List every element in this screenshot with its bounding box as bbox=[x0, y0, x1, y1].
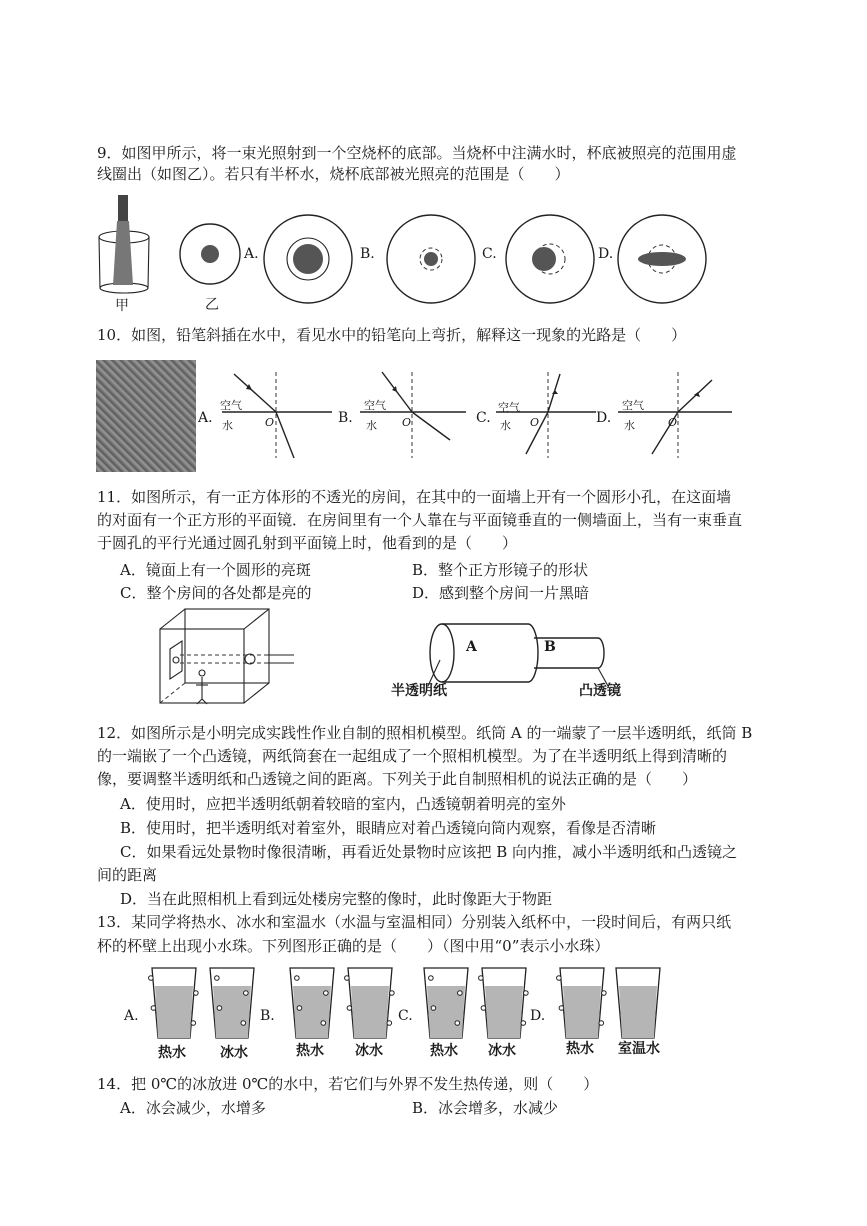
q12-stem-line1: 12．如图所示是小明完成实践性作业自制的照相机模型。纸筒 A 的一端蒙了一层半透明纸，纸筒 B bbox=[97, 724, 753, 742]
q10-d-air: 空气 bbox=[622, 399, 644, 412]
q11-option-d: D．感到整个房间一片黑暗 bbox=[412, 584, 590, 602]
q11-option-a: A．镜面上有一个圆形的亮斑 bbox=[120, 561, 311, 579]
q14-option-b: B．冰会增多，水减少 bbox=[412, 1099, 559, 1117]
q10-b-air: 空气 bbox=[364, 399, 386, 412]
q13-cup-label-6: 冰水 bbox=[488, 1043, 516, 1059]
q13-option-c-label: C. bbox=[398, 1008, 413, 1024]
q13-cup-label-8: 室温水 bbox=[618, 1041, 660, 1057]
q9-option-a-label: A. bbox=[244, 246, 259, 262]
q12-option-a: A．使用时，应把半透明纸朝着较暗的室内，凸透镜朝着明亮的室外 bbox=[120, 795, 566, 813]
q9-option-c-label: C. bbox=[482, 246, 497, 262]
q10-option-a-figure bbox=[214, 370, 344, 462]
q13-cup-3 bbox=[290, 968, 334, 1038]
q12-option-d: D．当在此照相机上看到远处楼房完整的像时，此时像距大于物距 bbox=[120, 890, 553, 908]
q13-option-d-label: D. bbox=[530, 1008, 546, 1024]
q13-cup-8 bbox=[616, 968, 660, 1038]
q11-stem-line3: 于圆孔的平行光通过圆孔射到平面镜上时，他看到的是（ ） bbox=[97, 534, 518, 552]
q10-option-d-label: D. bbox=[596, 410, 612, 426]
q10-option-b-figure bbox=[354, 370, 474, 462]
q9-option-c-figure bbox=[504, 213, 596, 305]
q13-cup-1 bbox=[149, 968, 199, 1038]
q9-figure-yi bbox=[178, 222, 242, 286]
q10-a-air: 空气 bbox=[220, 399, 242, 412]
q12-stem-line2: 的一端嵌了一个凸透镜，两纸筒套在一起组成了一个照相机模型。为了在半透明纸上得到清晰的 bbox=[97, 747, 728, 765]
q11-room-figure bbox=[150, 607, 300, 707]
q14-option-a: A．冰会减少，水增多 bbox=[120, 1099, 266, 1117]
camera-paper-label: 半透明纸 bbox=[391, 683, 447, 699]
q10-option-a-label: A. bbox=[198, 410, 213, 426]
q14-stem: 14．把 0℃的冰放进 0℃的水中，若它们与外界不发生热传递，则（ ） bbox=[97, 1075, 599, 1093]
q10-b-origin: O bbox=[402, 416, 412, 429]
q13-cup-2 bbox=[210, 968, 254, 1038]
q12-stem-line3: 像，要调整半透明纸和凸透镜之间的距离。下列关于此自制照相机的说法正确的是（ ） bbox=[97, 770, 698, 788]
q9-option-b-figure bbox=[385, 213, 477, 305]
q10-d-water: 水 bbox=[624, 419, 635, 432]
q12-option-c-line1: C．如果看远处景物时像很清晰，再看近处景物时应该把 B 向内推，减小半透明纸和凸透镜之 bbox=[120, 843, 738, 861]
q13-cup-7 bbox=[557, 968, 607, 1038]
q10-option-c-figure bbox=[492, 370, 602, 462]
q12-option-c-line2: 间的距离 bbox=[97, 866, 158, 884]
q9-label-yi: 乙 bbox=[205, 297, 219, 313]
q13-cup-5 bbox=[424, 968, 468, 1038]
q9-stem-line2: 线圈出（如图乙）。若只有半杯水，烧杯底部被光照亮的范围是（ ） bbox=[97, 165, 570, 183]
q9-stem-line1: 9．如图甲所示，将一束光照射到一个空烧杯的底部。当烧杯中注满水时，杯底被照亮的范围用虚 bbox=[97, 144, 737, 162]
q13-cup-label-7: 热水 bbox=[566, 1041, 594, 1057]
q10-option-b-label: B. bbox=[338, 410, 353, 426]
q10-pencil-photo bbox=[96, 360, 196, 472]
q13-cup-label-2: 冰水 bbox=[220, 1045, 248, 1061]
q9-option-d-label: D. bbox=[598, 246, 614, 262]
q13-stem-line1: 13．某同学将热水、冰水和室温水（水温与室温相同）分别装入纸杯中，一段时间后，有两只纸 bbox=[97, 913, 732, 931]
q13-option-a-label: A. bbox=[124, 1008, 139, 1024]
q10-d-origin: O bbox=[668, 416, 678, 429]
q10-a-origin: O bbox=[265, 416, 275, 429]
q11-stem-line2: 的对面有一个正方形的平面镜．在房间里有一个人靠在与平面镜垂直的一侧墙面上，当有一束垂直 bbox=[97, 511, 743, 529]
q10-a-water: 水 bbox=[222, 419, 233, 432]
q9-label-jia: 甲 bbox=[115, 298, 129, 314]
q13-cup-label-4: 冰水 bbox=[355, 1043, 383, 1059]
q11-stem-line1: 11．如图所示，有一正方体形的不透光的房间，在其中的一面墙上开有一个圆形小孔，在这面墙 bbox=[97, 488, 732, 506]
camera-lens-label: 凸透镜 bbox=[579, 683, 621, 699]
q10-option-c-label: C. bbox=[476, 410, 491, 426]
camera-tube-b-label: B bbox=[544, 639, 556, 655]
camera-model-figure bbox=[420, 620, 640, 690]
q13-cup-6 bbox=[479, 968, 529, 1038]
q13-cup-label-5: 热水 bbox=[430, 1043, 458, 1059]
q13-cup-label-3: 热水 bbox=[296, 1043, 324, 1059]
q9-option-b-label: B. bbox=[360, 246, 375, 262]
camera-tube-a-label: A bbox=[466, 639, 477, 655]
q11-option-c: C．整个房间的各处都是亮的 bbox=[120, 584, 312, 602]
q10-c-water: 水 bbox=[500, 419, 511, 432]
q9-beaker-figure bbox=[95, 195, 155, 295]
q12-option-b: B．使用时，把半透明纸对着室外，眼睛应对着凸透镜向筒内观察，看像是否清晰 bbox=[120, 819, 657, 837]
q11-option-b: B．整个正方形镜子的形状 bbox=[412, 561, 589, 579]
q10-c-origin: O bbox=[530, 416, 540, 429]
q13-stem-line2: 杯的杯壁上出现小水珠。下列图形正确的是（ ）（图中用“0”表示小水珠） bbox=[97, 937, 610, 955]
q13-cup-4 bbox=[345, 968, 395, 1038]
q13-cup-label-1: 热水 bbox=[158, 1045, 186, 1061]
q10-b-water: 水 bbox=[366, 419, 377, 432]
q13-cups-figure bbox=[140, 960, 680, 1040]
q9-option-d-figure bbox=[616, 213, 708, 305]
q9-option-a-figure bbox=[262, 213, 354, 305]
q13-option-b-label: B. bbox=[260, 1008, 275, 1024]
q10-stem: 10．如图，铅笔斜插在水中，看见水中的铅笔向上弯折，解释这一现象的光路是（ ） bbox=[97, 326, 687, 344]
q10-c-air: 空气 bbox=[498, 401, 520, 414]
